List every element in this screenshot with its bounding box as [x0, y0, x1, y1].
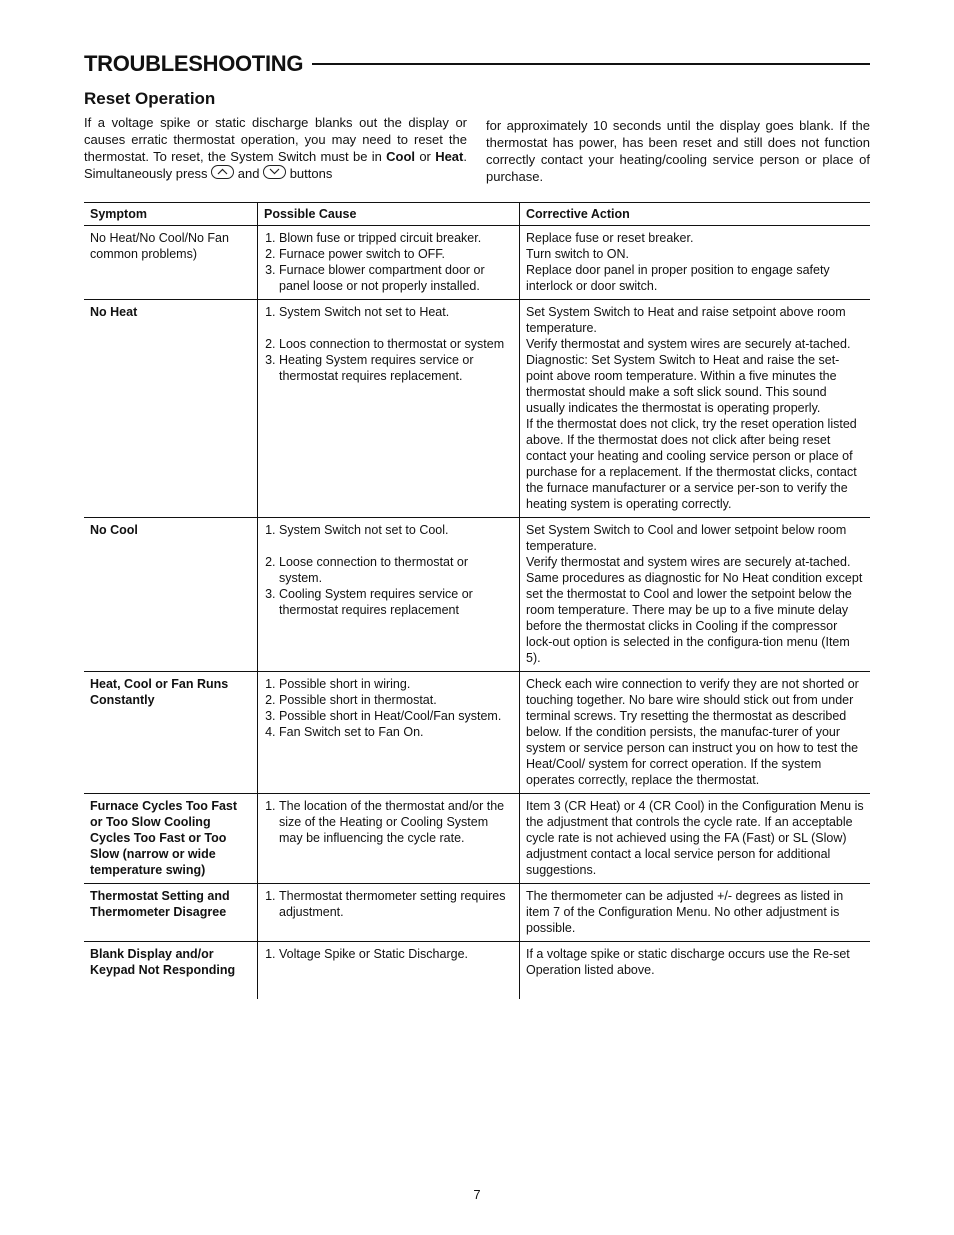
table-row: [84, 672, 870, 794]
cause-item: 1. Possible short in wiring.: [279, 676, 513, 692]
cause-list: [264, 304, 513, 384]
symptom-cell: Furnace Cycles Too Fast or Too Slow Cooling Cycles Too Fast or Too Slow (narrow or wide temperature swing): [84, 794, 258, 884]
table-header-row: [84, 203, 870, 226]
cause-item: 1. System Switch not set to Cool.: [279, 522, 513, 538]
cause-item: 3. Possible short in Heat/Cool/Fan system.: [279, 708, 513, 724]
cause-list: [264, 676, 513, 740]
symptom-cell: No Heat: [84, 300, 258, 518]
page-number: 7: [473, 1187, 481, 1202]
cause-cell: [258, 300, 520, 518]
action-line: Turn switch to ON.: [526, 247, 630, 261]
symptom-cell: Heat, Cool or Fan Runs Constantly: [84, 672, 258, 794]
cause-item: 2. Furnace power switch to OFF.: [279, 246, 513, 262]
action-line: Same procedures as diagnostic for No Heat condition except set the thermostat to Cool and lower the setpoint below the room temperature. There may be up to a five minute delay before the thermostat clicks in Cooling if the compressor lock-out option is selected in the configura-tion menu (Item 5).: [526, 571, 863, 665]
heat-mode-label: Heat: [435, 149, 464, 164]
cause-item: 4. Fan Switch set to Fan On.: [279, 724, 513, 740]
action-line: Item 3 (CR Heat) or 4 (CR Cool) in the Configuration Menu is the adjustment that controls the cycle rate. If an acceptable cycle rate is not achieved using the FA (Fast) or SL (Slow) adjustment contact a local service person for additional suggestions.: [526, 799, 864, 877]
action-cell: [520, 300, 871, 518]
reset-text-left: [84, 114, 467, 182]
action-line: The thermometer can be adjusted +/- degrees as listed in item 7 of the Configuration Menu. No other adjustment is possible.: [526, 889, 844, 935]
action-line: Replace fuse or reset breaker.: [526, 231, 694, 245]
table-row: [84, 884, 870, 942]
cause-item: 3. Furnace blower compartment door or panel loose or not properly installed.: [279, 262, 513, 294]
cause-item: 2. Loose connection to thermostat or system.: [279, 554, 513, 586]
cool-mode-label: Cool: [386, 149, 416, 164]
cause-list: [264, 522, 513, 618]
table-row: [84, 942, 870, 1000]
up-arrow-button-icon: [211, 165, 234, 179]
cause-item: 1. Thermostat thermometer setting requires adjustment.: [279, 888, 513, 920]
action-line: Replace door panel in proper position to engage safety interlock or door switch.: [526, 263, 830, 293]
action-cell: [520, 884, 871, 942]
section-header: [84, 50, 870, 78]
cause-cell: [258, 942, 520, 1000]
reset-text-part1: If a voltage spike or static discharge blanks out the display or causes erratic thermostat operation, you may need to reset the thermostat. To reset, the System Switch must be in: [84, 115, 467, 164]
column-header-symptom: Symptom: [84, 203, 258, 226]
cause-list: [264, 888, 513, 920]
reset-text-buttons: buttons: [286, 166, 333, 181]
action-cell: [520, 518, 871, 672]
action-cell: [520, 672, 871, 794]
reset-text-or: or: [415, 149, 436, 164]
table-row: [84, 226, 870, 300]
cause-cell: [258, 518, 520, 672]
action-line: If a voltage spike or static discharge occurs use the Re-set Operation listed above.: [526, 947, 850, 977]
symptom-cell: No Heat/No Cool/No Fan common problems): [84, 226, 258, 300]
action-line: Check each wire connection to verify they are not shorted or touching together. No bare wire should stick out from under terminal screws. Try resetting the thermostat as described below. If the condition persists, the manufac-turer of your system or service person can instruct you on how to test the Heat/Cool/ system for correct operation. If the system operates correctly, replace the thermostat.: [526, 677, 859, 787]
reset-text-part2: . Simultaneously press: [84, 149, 467, 181]
symptom-cell: Blank Display and/or Keypad Not Responding: [90, 947, 236, 977]
reset-text-right: for approximately 10 seconds until the display goes blank. If the thermostat has power, has been reset and still does not function correctly contact your heating/cooling service person or place of purchase.: [486, 118, 870, 184]
page-title: TROUBLESHOOTING: [84, 51, 304, 76]
troubleshooting-table: [84, 202, 870, 999]
down-arrow-button-icon: [263, 165, 286, 179]
cause-cell: [258, 672, 520, 794]
table-row: [84, 300, 870, 518]
cause-item: 2. Loos connection to thermostat or system: [279, 336, 513, 352]
action-cell: [520, 226, 871, 300]
cause-list: [264, 798, 513, 846]
cause-item: 2. Possible short in thermostat.: [279, 692, 513, 708]
table-body: [84, 226, 870, 1000]
cause-item: 1. Voltage Spike or Static Discharge.: [279, 946, 513, 962]
reset-text-and: and: [234, 166, 264, 181]
column-header-cause: Possible Cause: [258, 203, 520, 226]
action-line: Verify thermostat and system wires are securely at-tached.: [526, 337, 851, 351]
table-row: [84, 518, 870, 672]
symptom-cell: No Cool: [84, 518, 258, 672]
cause-item: 3. Cooling System requires service or thermostat requires replacement: [279, 586, 513, 618]
cause-item: 1. The location of the thermostat and/or the size of the Heating or Cooling System may be influencing the cycle rate.: [279, 798, 513, 846]
action-cell: [520, 794, 871, 884]
cause-item: 1. System Switch not set to Heat.: [279, 304, 513, 320]
action-line: Verify thermostat and system wires are securely at-tached.: [526, 555, 851, 569]
cause-item: 1. Blown fuse or tripped circuit breaker.: [279, 230, 513, 246]
cause-list: [264, 946, 513, 962]
action-line: Set System Switch to Heat and raise setpoint above room temperature.: [526, 305, 846, 335]
action-line: Set System Switch to Cool and lower setpoint below room temperature.: [526, 523, 847, 553]
action-cell: [520, 942, 871, 1000]
action-line: If the thermostat does not click, try the reset operation listed above. If the thermostat does not click after being reset contact your heating and cooling service person or place of purchase for a replacement. If the thermostat clicks, contact the furnace manufacturer or a service per-son to verify the heating system is operating correctly.: [526, 417, 857, 511]
cause-cell: [258, 226, 520, 300]
reset-operation-heading: Reset Operation: [84, 89, 216, 108]
action-line: Diagnostic: Set System Switch to Heat and raise the set-point above room temperature. Within a five minutes the thermostat should make a soft slick sound. This sound usually indicates the thermostat is operating properly.: [526, 353, 840, 415]
title-rule: [312, 63, 870, 65]
cause-cell: [258, 884, 520, 942]
cause-cell: [258, 794, 520, 884]
cause-list: [264, 230, 513, 294]
symptom-cell: Thermostat Setting and Thermometer Disagree: [84, 884, 258, 942]
table-row: [84, 794, 870, 884]
cause-item: 3. Heating System requires service or thermostat requires replacement.: [279, 352, 513, 384]
column-header-action: Corrective Action: [520, 203, 871, 226]
